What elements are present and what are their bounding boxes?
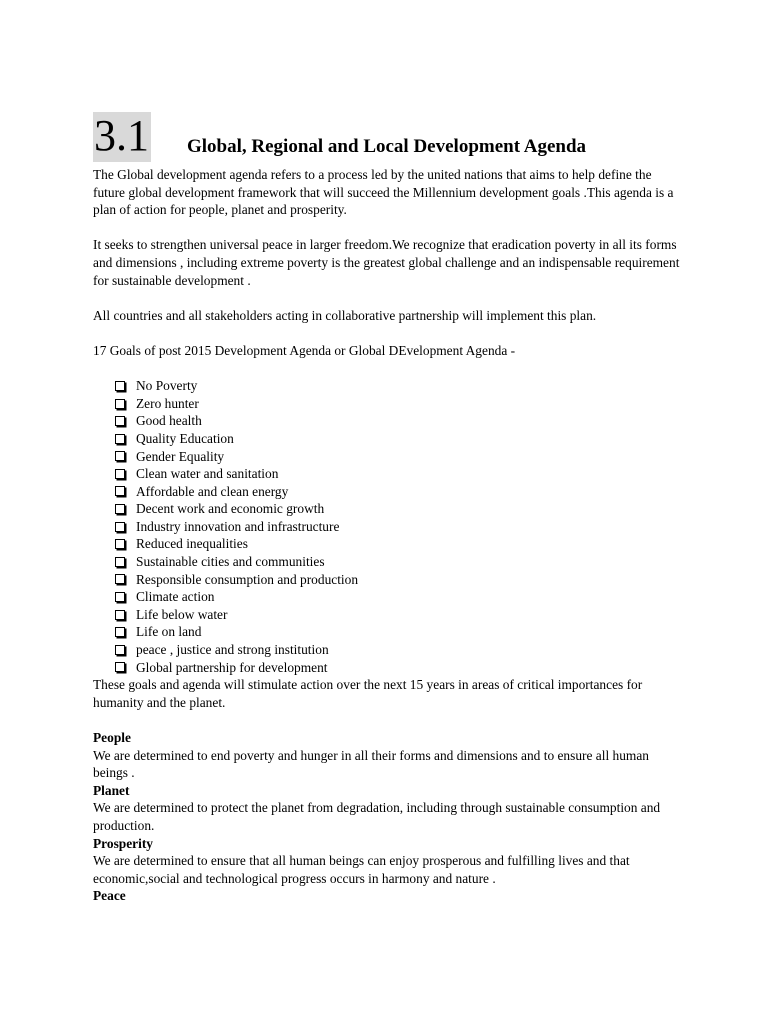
list-item [115,430,683,448]
people-heading: People [93,730,131,745]
goal-label: Reduced inequalities [136,536,248,552]
goal-label: Responsible consumption and production [136,571,359,587]
goal-label: Life below water [136,606,228,622]
planet-heading: Planet [93,782,130,798]
list-item [115,500,683,518]
prosperity-heading: Prosperity [93,835,153,851]
goal-label: Decent work and economic growth [136,501,325,517]
planet-paragraph: We are determined to protect the planet from degradation, including through sustainable consumption and production. [93,800,661,833]
list-item [115,553,683,571]
section-title: Global, Regional and Local Development Agenda [187,136,587,157]
list-item [115,588,683,606]
goals-intro-paragraph: 17 Goals of post 2015 Development Agenda or Global DEvelopment Agenda - [93,342,516,358]
checkbox-bullet-icon [115,592,125,602]
people-paragraph: We are determined to end poverty and hunger in all their forms and dimensions and to ensure all human beings . [93,747,649,781]
checkbox-bullet-icon [115,627,125,637]
goal-label: Life on land [136,624,202,640]
list-item [115,571,683,589]
checkbox-bullet-icon [115,610,125,620]
goal-label: Quality Education [136,430,234,446]
section-heading [93,112,683,162]
checkbox-bullet-icon [115,645,125,655]
checkbox-bullet-icon [115,416,125,426]
goal-label: peace , justice and strong institution [136,642,329,658]
list-item [115,377,683,395]
goal-label: Clean water and sanitation [136,466,279,482]
list-item [115,659,683,677]
checkbox-bullet-icon [115,469,125,479]
prosperity-paragraph: We are determined to ensure that all human beings can enjoy prosperous and fulfilling lives and that economic,social and technological progress occurs in harmony and nature . [93,853,630,886]
goal-label: Zero hunter [136,395,199,411]
peace-freedom-paragraph: It seeks to strengthen universal peace in larger freedom.We recognize that eradication poverty in all its forms and dimensions , including extreme poverty is the greatest global challenge and an indispensable requirement for sustainable development . [93,237,680,288]
list-item [115,465,683,483]
goals-list [93,377,683,676]
stakeholders-paragraph: All countries and all stakeholders acting in collaborative partnership will implement this plan. [93,307,597,323]
goals-outro-paragraph: These goals and agenda will stimulate action over the next 15 years in areas of critical importances for humanity and the planet. [93,677,643,710]
goal-label: Sustainable cities and communities [136,554,325,570]
goal-label: Industry innovation and infrastructure [136,518,340,534]
list-item [115,641,683,659]
checkbox-bullet-icon [115,522,125,532]
checkbox-bullet-icon [115,662,125,672]
list-item [115,623,683,641]
list-item [115,606,683,624]
list-item [115,483,683,501]
checkbox-bullet-icon [115,381,125,391]
list-item [115,395,683,413]
list-item [115,448,683,466]
checkbox-bullet-icon [115,451,125,461]
goal-label: Good health [136,413,202,429]
checkbox-bullet-icon [115,539,125,549]
intro-paragraph: The Global development agenda refers to a process led by the united nations that aims to help define the future global development framework that will succeed the Millennium development goals .This agenda is a plan of action for people, planet and prosperity. [93,167,674,218]
goal-label: No Poverty [136,378,198,394]
checkbox-bullet-icon [115,399,125,409]
checkbox-bullet-icon [115,434,125,444]
goal-label: Climate action [136,589,215,605]
goal-label: Gender Equality [136,448,225,464]
checkbox-bullet-icon [115,557,125,567]
list-item [115,412,683,430]
list-item [115,518,683,536]
checkbox-bullet-icon [115,574,125,584]
checkbox-bullet-icon [115,486,125,496]
peace-heading: Peace [93,888,126,904]
document-page [93,112,683,905]
goal-label: Global partnership for development [136,659,328,675]
goal-label: Affordable and clean energy [136,483,289,499]
list-item [115,535,683,553]
checkbox-bullet-icon [115,504,125,514]
section-number: 3.1 [94,111,149,160]
